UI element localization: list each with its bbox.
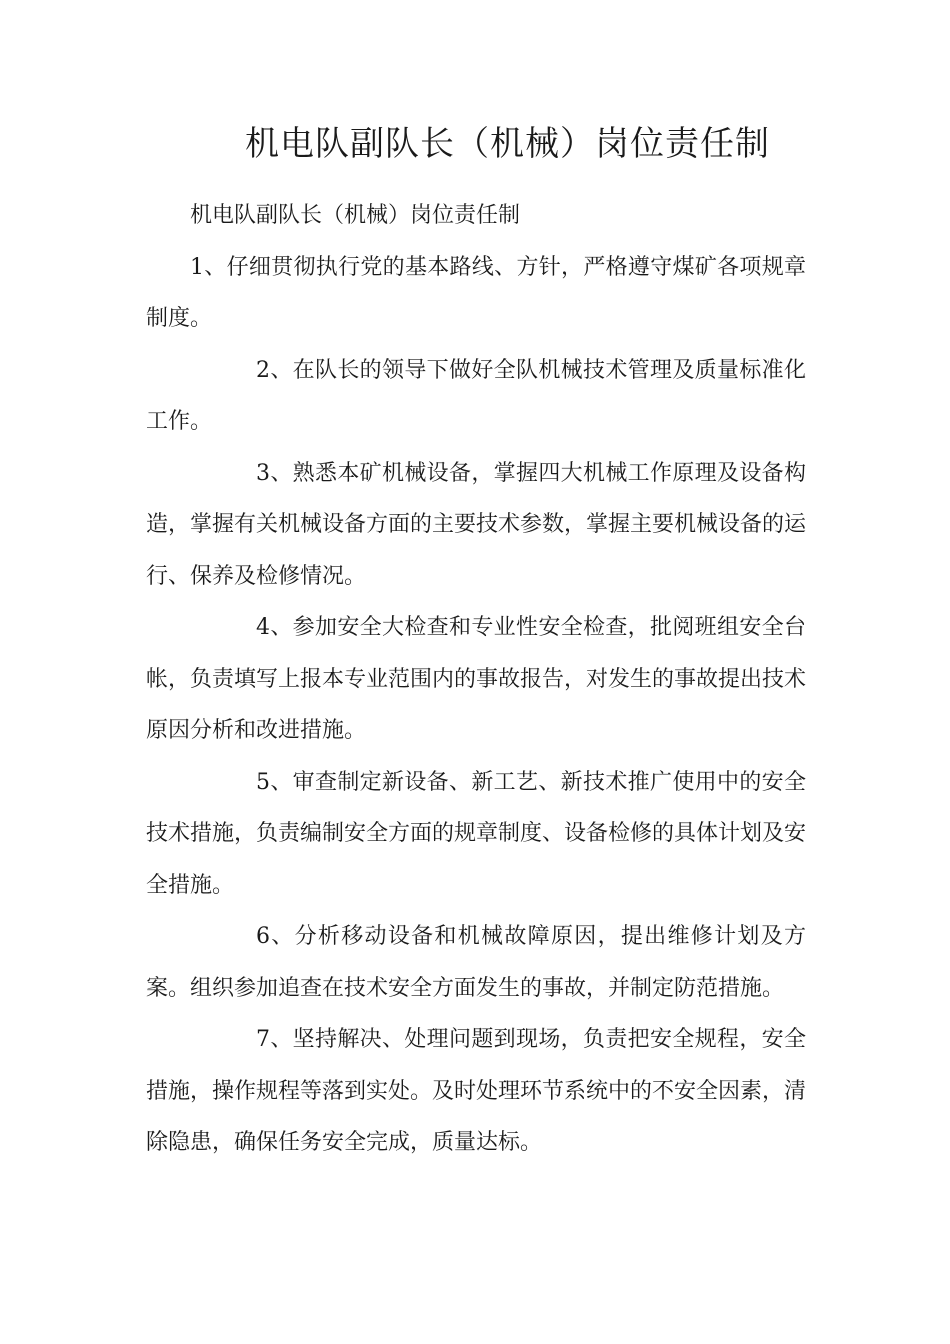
duty-item-2: 2、在队长的领导下做好全队机械技术管理及质量标准化工作。	[146, 357, 806, 434]
duty-item-4: 4、参加安全大检查和专业性安全检查，批阅班组安全台帐，负责填写上报本专业范围内的事故报告，对发生的事故提出技术原因分析和改进措施。	[146, 615, 807, 743]
document-body	[146, 190, 806, 1169]
duty-item-6: 6、分析移动设备和机械故障原因，提出维修计划及方案。组织参加追查在技术安全方面发生的事故，并制定防范措施。	[146, 924, 806, 1001]
document-subtitle: 机电队副队长（机械）岗位责任制	[190, 203, 521, 228]
duty-item-1: 1、仔细贯彻执行党的基本路线、方针，严格遵守煤矿各项规章制度。	[146, 254, 806, 331]
duty-item-3: 3、熟悉本矿机械设备，掌握四大机械工作原理及设备构造，掌握有关机械设备方面的主要技术参数，掌握主要机械设备的运行、保养及检修情况。	[146, 460, 807, 589]
duty-item-5: 5、审查制定新设备、新工艺、新技术推广使用中的安全技术措施，负责编制安全方面的规章制度、设备检修的具体计划及安全措施。	[146, 769, 807, 898]
document-title: 机电队副队长（机械）岗位责任制	[245, 124, 770, 164]
duty-item-7: 7、坚持解决、处理问题到现场，负责把安全规程，安全措施，操作规程等落到实处。及时处理环节系统中的不安全因素，清除隐患，确保任务安全完成，质量达标。	[146, 1027, 807, 1155]
